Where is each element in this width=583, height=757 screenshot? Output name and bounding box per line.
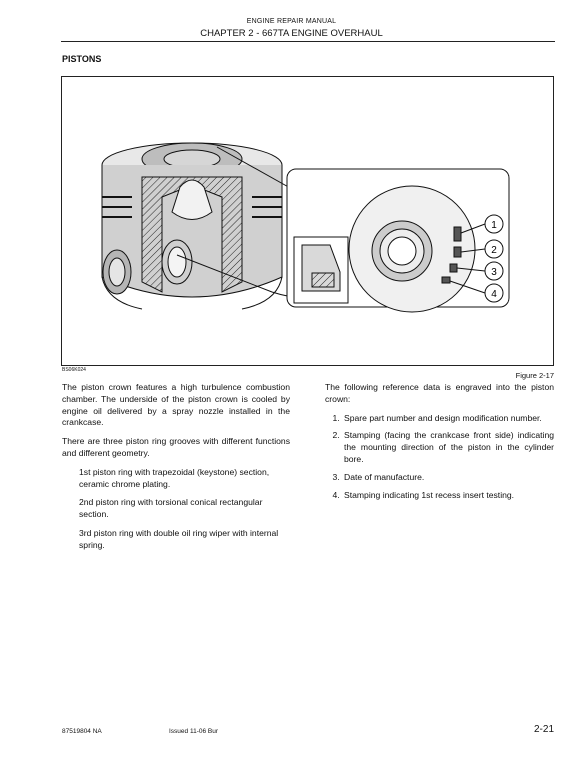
manual-title: ENGINE REPAIR MANUAL [246,18,337,25]
chapter-title: CHAPTER 2 - 667TA ENGINE OVERHAUL [200,28,383,39]
list-item: 2. Stamping (facing the crankcase front side) indicating the mounting direction of the piston in the cylinder bore. [342,430,554,465]
callout-2: 2 [491,245,497,256]
callout-3: 3 [491,267,497,278]
callout-1: 1 [491,220,497,231]
callout-4: 4 [491,289,497,300]
figure-label: Figure 2-17 [515,371,554,380]
reference-intro: The following reference data is engraved into the piston crown: [325,382,554,404]
callout-3-icon [485,262,503,280]
figure-piston [61,76,554,366]
ring-2-text: 2nd piston ring with torsional conical rectangular section. [79,497,263,520]
page-number: 2-21 [533,724,554,735]
list-item: 3. Date of manufacture. [342,472,554,484]
cross-section-detail [294,237,348,303]
figure-code: BS06K024 [62,367,86,373]
left-column [62,382,290,559]
ring-3-text: 3rd piston ring with double oil ring wiper with internal spring. [79,527,279,550]
callout-4-icon [485,284,503,302]
right-column [325,382,554,507]
list-item: 4. Stamping indicating 1st recess insert testing. [342,490,554,502]
list-item: 1. Spare part number and design modification number. [342,413,554,425]
callout-2-icon [485,240,503,258]
reference-list [325,413,554,502]
footer-issued: Issued 11-06 Bur [169,728,219,735]
ring-1-text: 1st piston ring with trapezoidal (keystone) section, ceramic chrome plating. [79,466,270,489]
footer-part-number: 87519804 NA [62,728,102,735]
section-title: PISTONS [62,54,102,64]
callout-1-icon [485,215,503,233]
header-rule [61,41,555,42]
paragraph-grooves: There are three piston ring grooves with different functions and different geometry. [62,436,290,458]
crown-top-view [349,186,475,312]
paragraph-crown: The piston crown features a high turbulence combustion chamber. The underside of the piston crown is cooled by engine oil delivered by a spray nozzle installed in the crankcase. [62,382,290,428]
piston-illustration [62,77,555,367]
